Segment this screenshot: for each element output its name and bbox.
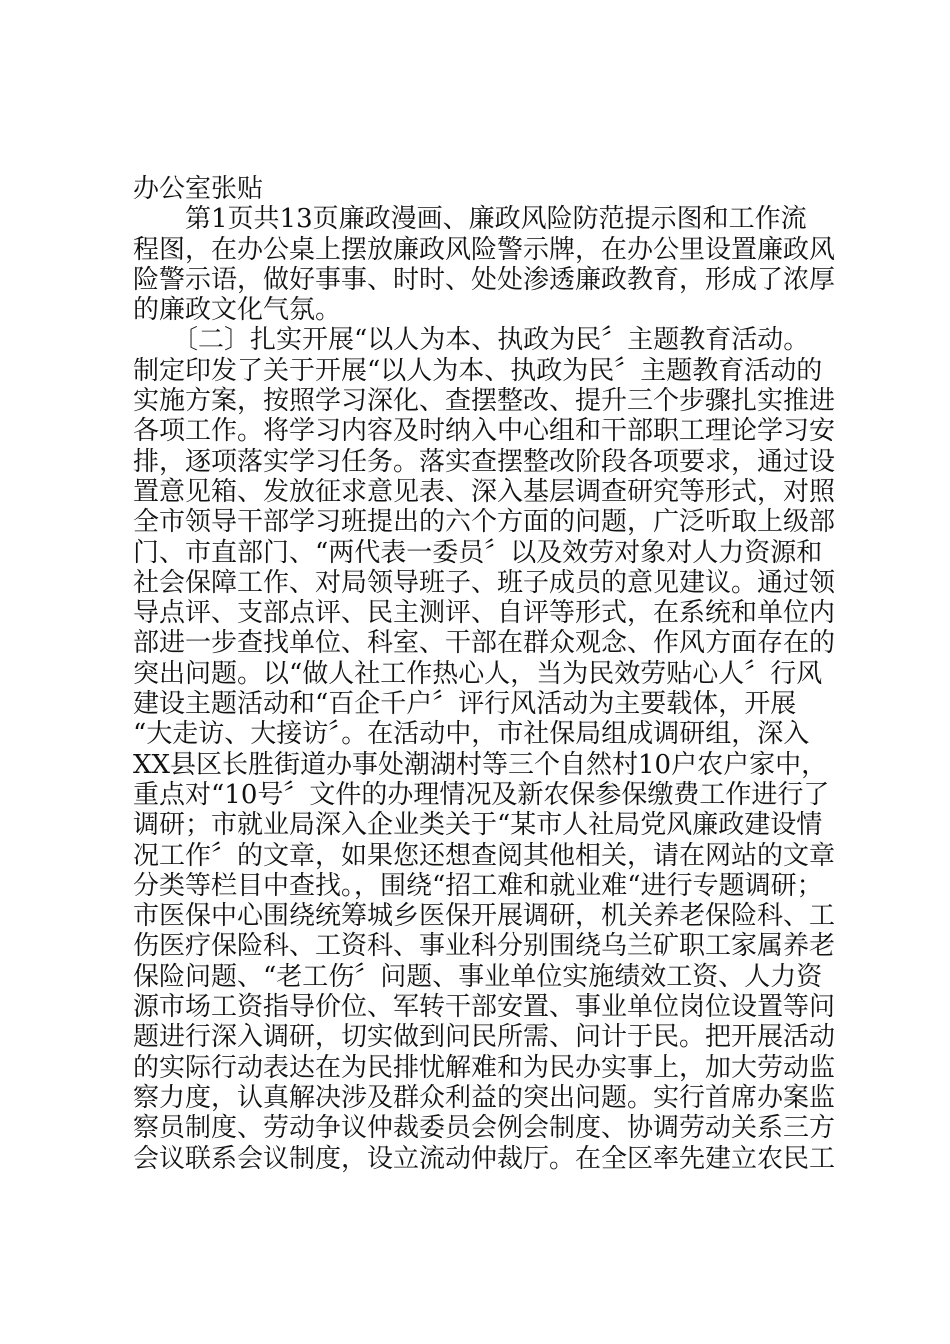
- text-line: 办公室张贴: [133, 174, 264, 204]
- text-line: 调研；市就业局深入企业类关于“某市人社局党风廉政建设情: [133, 810, 823, 841]
- text-line: 保险问题、“老工伤〞问题、事业单位实施绩效工资、人力资: [133, 961, 823, 992]
- text-line: 〔二〕扎实开展“以人为本、执政为民〞主题教育活动。: [133, 325, 810, 356]
- text-line: 部进一步查找单位、科室、干部在群众观念、作风方面存在的: [133, 628, 836, 659]
- text-line: 察员制度、劳动争议仲裁委员会例会制度、协调劳动关系三方: [133, 1113, 836, 1144]
- text-line: 分类等栏目中查找。，围绕“招工难和就业难“进行专题调研；: [133, 870, 823, 901]
- text-line: 建设主题活动和“百企千户〞评行风活动为主要载体，开展: [133, 689, 797, 720]
- text-line: 的廉政文化气氛。: [133, 295, 342, 326]
- text-line: 题进行深入调研，切实做到问民所需、问计于民。把开展活动: [133, 1022, 836, 1053]
- text-line: 门、市直部门、“两代表一委员〞以及效劳对象对人力资源和: [133, 537, 823, 568]
- text-line: 会议联系会议制度，设立流动仲裁厅。在全区率先建立农民工: [133, 1143, 836, 1174]
- text-line: 第1页共13页廉政漫画、廉政风险防范提示图和工作流: [133, 204, 807, 235]
- text-line: 险警示语，做好事事、时时、处处渗透廉政教育，形成了浓厚: [133, 264, 836, 295]
- text-line: 排，逐项落实学习任务。落实查摆整改阶段各项要求，通过设: [133, 446, 836, 477]
- text-line: 程图，在办公桌上摆放廉政风险警示牌，在办公里设置廉政风: [133, 234, 836, 265]
- text-line: 社会保障工作、对局领导班子、班子成员的意见建议。通过领: [133, 567, 836, 598]
- text-line: 置意见箱、发放征求意见表、深入基层调查研究等形式，对照: [133, 476, 836, 507]
- document-body: [133, 174, 853, 1174]
- text-line: 市医保中心围绕统筹城乡医保开展调研，机关养老保险科、工: [133, 901, 836, 932]
- text-line: 突出问题。以“做人社工作热心人，当为民效劳贴心人〞行风: [133, 658, 823, 689]
- text-line: 源市场工资指导价位、军转干部安置、事业单位岗位设置等问: [133, 992, 836, 1023]
- text-line: 实施方案，按照学习深化、查摆整改、提升三个步骤扎实推进: [133, 386, 836, 417]
- text-line: 重点对“10号〞文件的办理情况及新农保参保缴费工作进行了: [133, 779, 830, 810]
- text-line: 全市领导干部学习班提出的六个方面的问题，广泛听取上级部: [133, 507, 836, 538]
- text-line: 察力度，认真解决涉及群众利益的突出问题。实行首席办案监: [133, 1082, 836, 1113]
- text-line: 各项工作。将学习内容及时纳入中心组和干部职工理论学习安: [133, 416, 836, 447]
- text-line: XX县区长胜街道办事处潮湖村等三个自然村10户农户家中，: [133, 749, 828, 780]
- text-line: 制定印发了关于开展“以人为本、执政为民〞主题教育活动的: [133, 355, 823, 386]
- text-line: “大走访、大接访〞。在活动中，市社保局组成调研组，深入: [133, 719, 810, 750]
- text-line: 伤医疗保险科、工资科、事业科分别围绕乌兰矿职工家属养老: [133, 931, 836, 962]
- text-line: 况工作〞的文章，如果您还想查阅其他相关，请在网站的文章: [133, 840, 836, 871]
- text-line: 的实际行动表达在为民排忧解难和为民办实事上，加大劳动监: [133, 1052, 836, 1083]
- text-line: 导点评、支部点评、民主测评、自评等形式，在系统和单位内: [133, 598, 836, 629]
